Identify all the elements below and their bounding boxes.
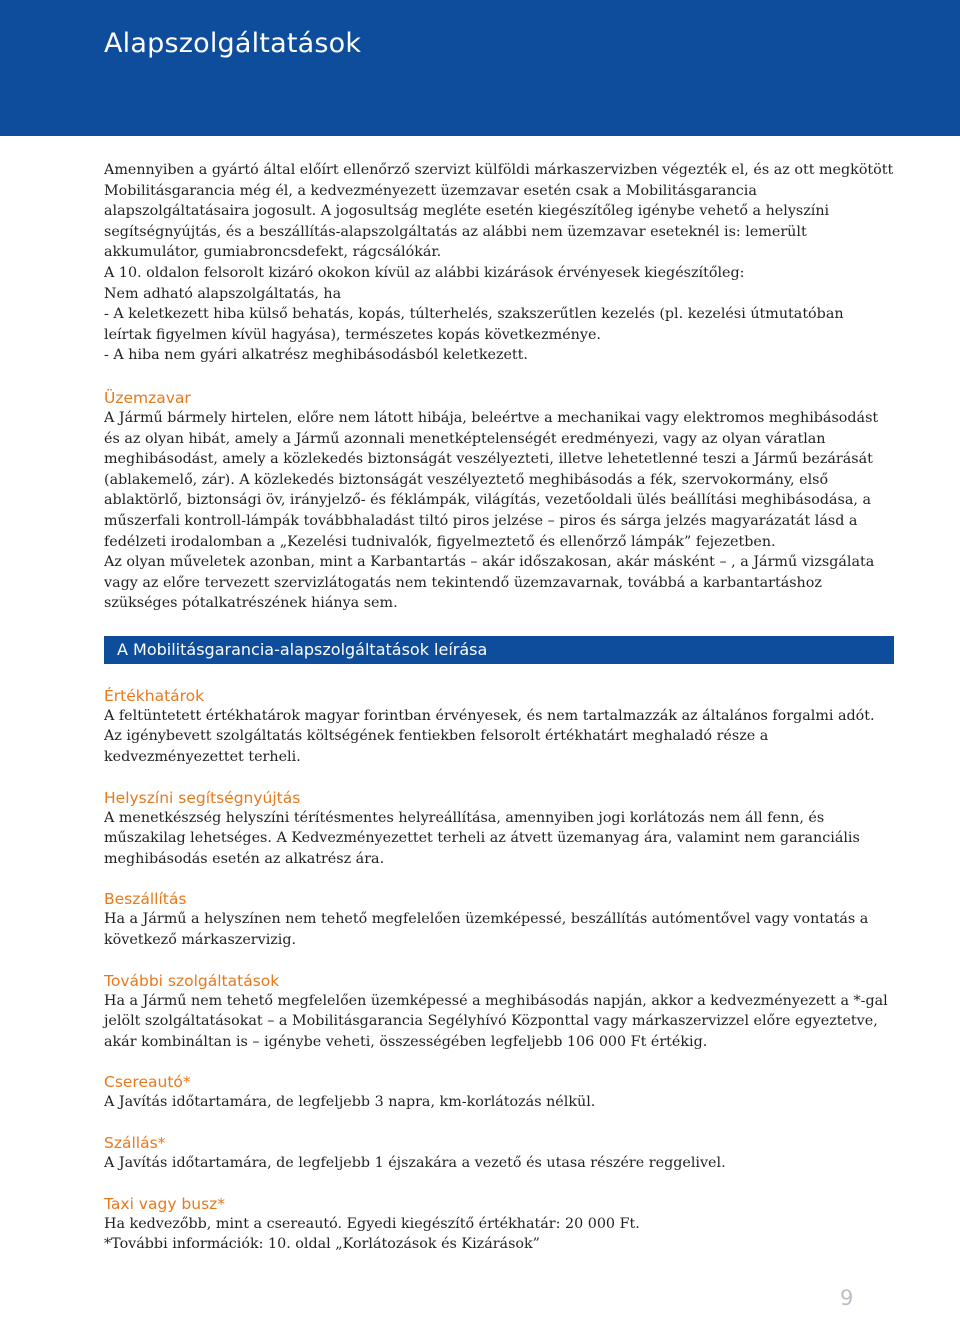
uzemzavar-paragraph: Az olyan műveletek azonban, mint a Karbantartás – akár időszakosan, akár másként – , a Jármű vizsgálata vagy az előre tervezett szervizlátogatás nem tekintendő üzemzavarnak, továbbá a karbantartáshoz szükséges pótalkatrészének hiánya sem. (104, 554, 875, 612)
section-paragraph: A Javítás időtartamára, de legfeljebb 1 éjszakára a vezető és utasa részére reggelivel. (104, 1155, 726, 1171)
page-number: 9 (840, 1286, 854, 1310)
section-paragraph: A menetkészség helyszíni térítésmentes helyreállítása, amennyiben jogi korlátozás nem áll fenn, és műszakilag lehetséges. A Kedvezményezettet terheli az átvett üzemanyag ára, valamint nem garanciális meghibásodás esetén az alkatrész ára. (104, 809, 860, 867)
section-paragraph: A feltüntetett értékhatárok magyar forintban érvényesek, és nem tartalmazzák az általános forgalmi adót. (104, 707, 875, 724)
section-heading: Csereautó* (104, 1073, 191, 1092)
intro-paragraph: Amennyiben a gyártó által előírt ellenőrző szervizt külföldi márkaszervizben végezték el, és az ott megkötött Mobilitásgarancia még él, a kedvezményezett üzemzavar esetén csak a Mobilitásgarancia alapszolgáltatásaira jogosult. A jogosultság megléte esetén kiegészítőleg igénybe vehető a helyszíni segítségnyújtás, és a beszállítás-alapszolgáltatás az alábbi nem üzemzavar eseteknél is: lemerült akkumulátor, gumiabroncsdefekt, rágcsálókár. (104, 162, 894, 261)
intro-paragraph: - A hiba nem gyári alkatrész meghibásodásból keletkezett. (104, 347, 528, 364)
uzemzavar-heading: Üzemzavar (104, 388, 191, 407)
section-paragraph: Ha kedvezőbb, mint a csereautó. Egyedi kiegészítő értékhatár: 20 000 Ft. (104, 1215, 640, 1232)
intro-paragraph: A 10. oldalon felsorolt kizáró okokon kívül az alábbi kizárások érvényesek kiegészítőleg: (104, 264, 745, 281)
section-heading: Taxi vagy busz* (104, 1194, 226, 1213)
intro-paragraph: - A keletkezett hiba külső behatás, kopás, túlterhelés, szakszerűtlen kezelés (pl. kezelési útmutatóban leírtak figyelmen kívül hagyása), természetes kopás következménye. (104, 306, 844, 343)
page-header (0, 0, 960, 136)
footnote: *További információk: 10. oldal „Korlátozások és Kizárások” (104, 1236, 540, 1253)
section-heading: Szállás* (104, 1134, 166, 1152)
section-heading: Beszállítás (104, 890, 187, 909)
section-paragraph: Ha a Jármű a helyszínen nem tehető megfelelően üzemképessé, beszállítás autómentővel vagy vontatás a következő márkaszervizig. (104, 911, 869, 949)
section-paragraph: Az igénybevett szolgáltatás költségének fentiekben felsorolt értékhatárt meghaladó része a kedvezményezettet terheli. (104, 728, 769, 766)
section-heading: Értékhatárok (104, 686, 205, 705)
section-paragraph: A Javítás időtartamára, de legfeljebb 3 napra, km-korlátozás nélkül. (104, 1094, 596, 1111)
section-heading: További szolgáltatások (104, 971, 280, 990)
main-content (104, 160, 894, 1255)
intro-paragraph: Nem adható alapszolgáltatás, ha (104, 285, 342, 302)
page-title: Alapszolgáltatások (104, 28, 362, 59)
uzemzavar-paragraph: A Jármű bármely hirtelen, előre nem látott hibája, beleértve a mechanikai vagy elektromos meghibásodást és az olyan hibát, amely a Jármű azonnali menetképtelenségét eredményezi, vagy az olyan váratlan meghibásodást, amely a közlekedés biztonságát veszélyezteti, illetve lehetetlenné teszi a Jármű bezárását (ablakemelő, zár). A közlekedés biztonságát veszélyeztető meghibásodás a fék, szervokormány, első ablaktörlő, biztonsági öv, irányjelző- és féklámpák, világítás, vezetőoldali ülés beállítási meghibásodása, a műszerfali kontroll-lámpák továbbhaladást tiltó piros jelzése – piros és sárga jelzés magyarázatát lásd a fedélzeti irodalomban a „Kezelési tudnivalók, figyelmeztető és ellenőrző lámpák” fejezetben. (104, 409, 879, 550)
section-banner: A Mobilitásgarancia-alapszolgáltatások leírása (104, 636, 894, 664)
section-heading: Helyszíni segítségnyújtás (104, 788, 301, 807)
section-paragraph: Ha a Jármű nem tehető megfelelően üzemképessé a meghibásodás napján, akkor a kedvezményezett a *-gal jelölt szolgáltatásokat – a Mobilitásgarancia Segélyhívó Központtal vagy márkaszervizzel előre egyeztetve, akár kombináltan is – igénybe veheti, összességében legfeljebb 106 000 Ft értékig. (104, 992, 888, 1050)
